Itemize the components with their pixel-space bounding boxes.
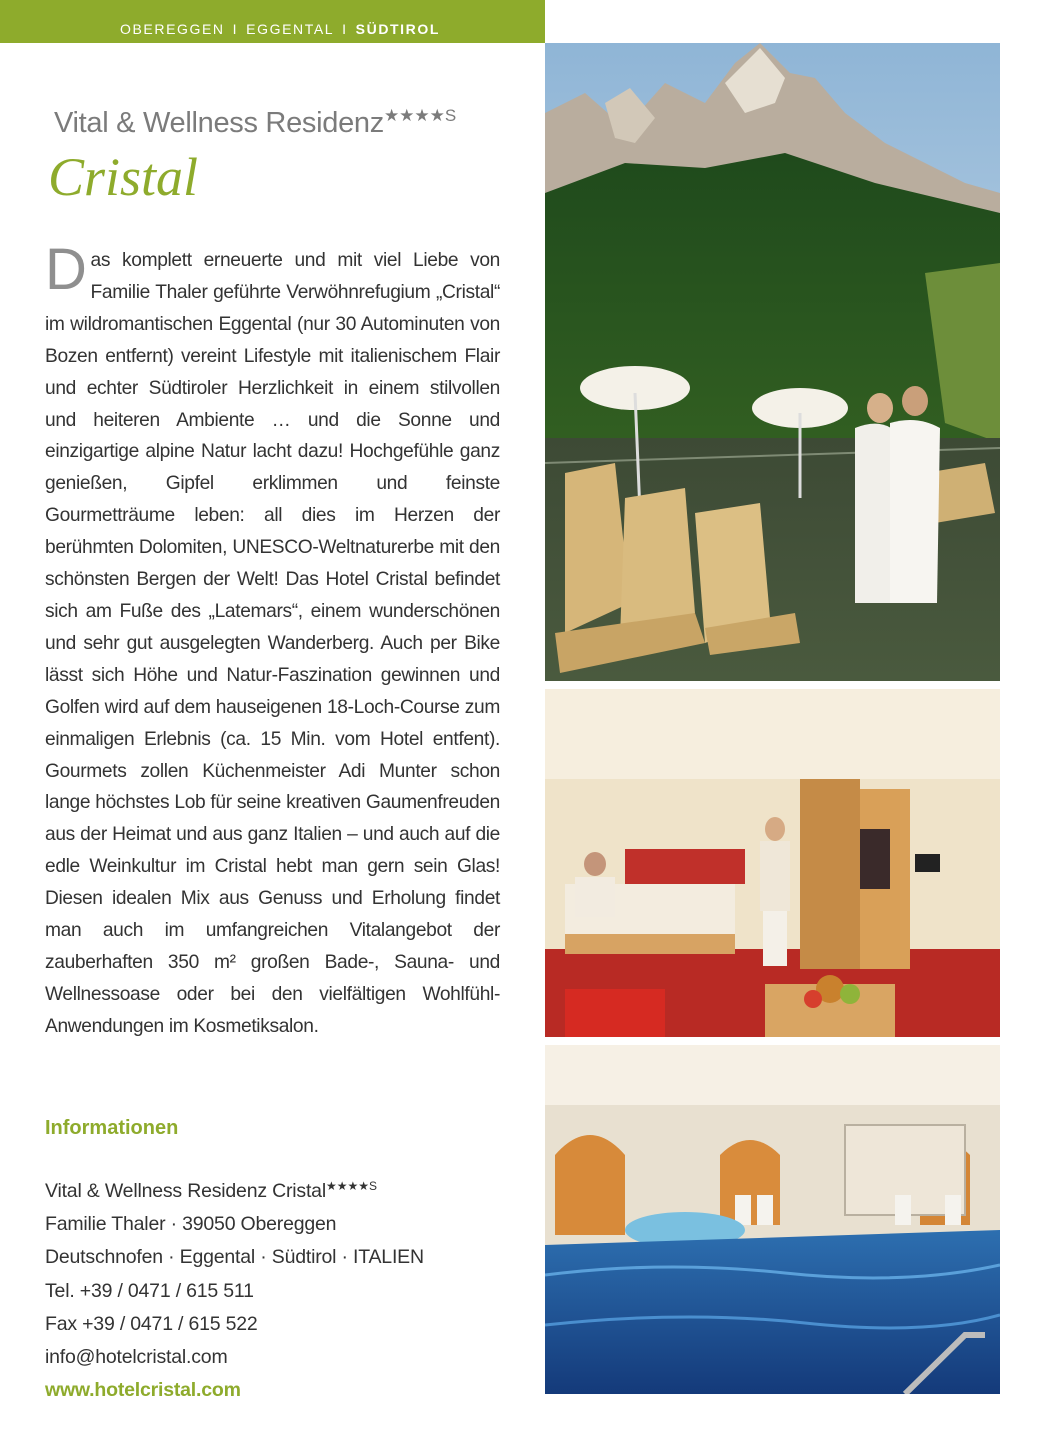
contact-phone[interactable]: Tel. +39 / 0471 / 615 511 [45,1279,254,1302]
superior-mark: S [444,106,457,125]
indoor-pool-illustration [545,1045,1000,1394]
superior-mark: S [369,1179,378,1193]
dropcap: D [45,237,87,302]
stars-icon: ★★★★ [383,106,445,125]
article-body [45,237,500,1043]
breadcrumb-item-obereggen: OBEREGGEN [120,21,225,37]
breadcrumb-item-suedtirol: SÜDTIROL [355,21,441,37]
star-rating [384,106,456,125]
contact-star-rating [326,1179,377,1193]
contact-name-text: Vital & Wellness Residenz Cristal [45,1180,326,1202]
article-text: as komplett erneuerte und mit viel Liebe von Familie Thaler geführte Verwöhnrefugium „Cristal“ im wildromantischen Eggental (nur 30 Autominuten von Bozen entfernt) vereint Lifestyle mit italienischem Flair und echter Südtiroler Herzlichkeit in einem stilvollen und heiteren Ambiente … und die Sonne und einzigartige alpine Natur lacht dazu! Hochgefühle ganz genießen, Gipfel erklimmen und feinste Gourmetträume leben: all dies im Herzen der berühmten Dolomiten, UNESCO-Weltnaturerbe mit den schönsten Bergen der Welt! Das Hotel Cristal befindet sich am Fuße des „Latemars“, einem wunderschönen und sehr gut ausgelegten Wanderberg. Auch per Bike lässt sich Höhe und Natur-Faszination gewinnen und Golfen wird auf dem hauseigenen 18-Loch-Course zum einmaligen Erlebnis (ca. 15 Min. vom Hotel entfent). Gourmets zollen Küchenmeister Adi Munter schon lange höchstes Lob für seine kreativen Gaumenfreuden aus der Heimat und aus ganz Italien – und auch auf die edle Weinkultur im Cristal hebt man gern sein Glas! Diesen idealen Mix aus Genuss und Erholung findet man auch im umfangreichen Vitalangebot der zauberhaften 350 m² großen Bade-, Sauna- und Wellnessoase oder bei den vielfältigen Wohlfühl-Anwendungen im Kosmetiksalon. [45,250,500,1037]
hotel-name: Cristal [48,147,199,207]
breadcrumb-separator: I [342,21,348,37]
sun-terrace-photo [545,43,1000,681]
info-heading: Informationen [45,1117,179,1139]
contact-fax: Fax +39 / 0471 / 615 522 [45,1312,258,1335]
contact-hotel-name [45,1170,515,1208]
breadcrumb-separator: I [232,21,239,37]
website-link[interactable]: www.hotelcristal.com [45,1379,241,1402]
stars-icon: ★★★★ [325,1179,369,1193]
header-bar [0,0,545,43]
contact-block [45,1170,515,1407]
contact-address-line-2: Deutschnofen · Eggental · Südtirol · ITALIEN [45,1246,424,1269]
breadcrumb-item-eggental: EGGENTAL [246,21,335,37]
breadcrumb [120,21,440,37]
suite-photo [545,689,1000,1037]
hotel-type-text: Vital & Wellness Residenz [54,107,384,139]
suite-illustration [545,689,1000,1037]
indoor-pool-photo [545,1045,1000,1394]
hotel-type-heading [54,106,456,140]
contact-address-line-1: Familie Thaler · 39050 Obereggen [45,1213,337,1236]
sun-terrace-illustration [545,43,1000,681]
contact-email-link[interactable]: info@hotelcristal.com [45,1346,228,1369]
